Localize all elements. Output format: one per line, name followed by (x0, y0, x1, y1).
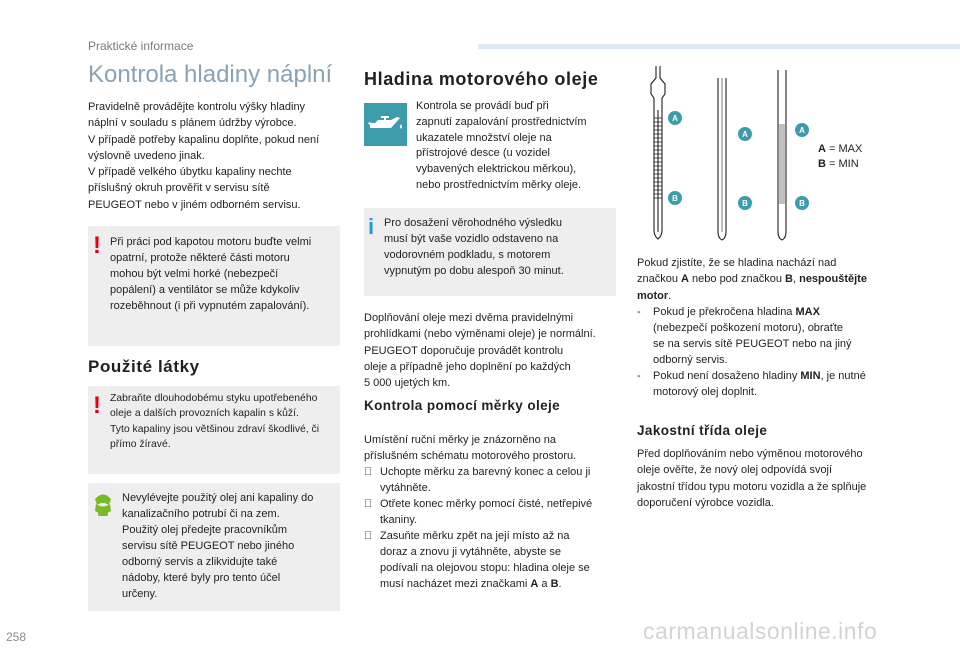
list-item (364, 464, 626, 496)
mark-b: B (550, 578, 559, 590)
text-run: (nebezpečí poškození motoru), obraťte se na servis sítě PEUGEOT nebo na jiný odborný servis. (653, 322, 852, 366)
text-run: nebo pod značkou (688, 273, 786, 286)
intro-paragraph: Pravidelně provádějte kontrolu výšky hladiny náplní v souladu s plánem údržby výrobce. V případě potřeby kapalinu doplňte, pokud není výslovně uvedeno jinak. V případě velkého úbytku kapaliny nechte příslušný okruh prověřit v servisu sítě PEUGEOT nebo v jiném odborném servisu. (88, 101, 320, 211)
list-item (364, 496, 626, 528)
step-text: . (558, 578, 562, 590)
eco-box (88, 483, 340, 611)
marker-b-stick1 (668, 191, 682, 205)
bold-max: MAX (795, 306, 820, 318)
subsection-title-quality: Jakostní třída oleje (637, 423, 768, 438)
legend-b-key: B (818, 158, 826, 170)
marker-a-stick2 (738, 127, 752, 141)
eco-text: Nevylévejte použitý olej ani kapaliny do kanalizačního potrubí či na zem. Použitý olej předejte pracovníkům servisu sítě PEUGEOT nebo jiného odborný servis a zlikvidujte také nádoby, které byly pro tento účel určeny. (122, 492, 314, 600)
step-text: a (538, 578, 551, 590)
diagram-legend (818, 142, 862, 172)
refill-paragraph: Doplňování oleje mezi dvěma pravidelnými prohlídkami (nebo výměnami oleje) je normální. PEUGEOT doporučuje provádět kontrolu oleje a případně jeho doplnění po každých 5 000 ujetých km. (364, 312, 596, 390)
warning-box-skin (88, 386, 340, 474)
marker-a-stick3 (795, 123, 809, 137)
text-run: , (792, 273, 800, 286)
label-a: A (672, 114, 678, 123)
bullet-marker (364, 528, 372, 544)
section-title-oil: Hladina motorového oleje (364, 69, 599, 89)
legend-b-value: = MIN (825, 158, 859, 170)
warning-text: Při práci pod kapotou motoru buďte velmi opatrní, protože některé části motoru mohou být velmi horké (nebezpečí popálení) a ventilátor se může kdykoliv rozeběhnout (i při vypnutém zapalování). (110, 236, 312, 312)
header-bar (478, 44, 960, 49)
label-a: A (742, 130, 748, 139)
label-b: B (799, 199, 805, 208)
quality-paragraph: Před doplňováním nebo výměnou motorového oleje ověřte, že nový olej odpovídá svojí jakostní třídou typu motoru vozidla a že splňuje doporučení výrobce vozidla. (637, 448, 867, 509)
oil-can-icon (364, 103, 407, 146)
list-item (637, 304, 899, 368)
legend-a-value: = MAX (825, 143, 863, 155)
marker-a-stick1 (668, 111, 682, 125)
bold-warning: nespouštějte motor (637, 273, 867, 302)
dash-marker: - (637, 306, 641, 318)
text-run: . (668, 289, 672, 302)
bullet-marker (364, 496, 372, 512)
label-b: B (742, 199, 748, 208)
page-title: Kontrola hladiny náplní (88, 61, 333, 88)
section-title-used: Použité látky (88, 357, 200, 376)
text-run: , je nutné motorový olej doplnit. (653, 370, 866, 398)
info-text: Pro dosažení věrohodného výsledku musí být vaše vozidlo odstaveno na vodorovném podkladu, s motorem vypnutým po dobu alespoň 30 minut. (384, 217, 564, 277)
dipstick-diagram (636, 64, 820, 242)
dipstick-steps (364, 464, 626, 592)
dash-marker: - (637, 370, 641, 382)
bullet-marker (364, 464, 372, 480)
text-run: Pokud je překročena hladina (653, 306, 796, 318)
bold-min: MIN (800, 370, 821, 382)
step-text: Zasuňte měrku zpět na její místo až na doraz a znovu ji vytáhněte, abyste se podívali na olejovou stopu: hladina oleje se musí nacházet mezi značkami (380, 530, 590, 590)
page-number: 258 (6, 630, 27, 644)
subsection-title-dipstick: Kontrola pomocí měrky oleje (364, 398, 561, 413)
list-item (364, 528, 626, 592)
warning-text: Zabraňte dlouhodobému styku upotřebeného oleje a dalších provozních kapalin s kůží. Tyto kapaliny jsou většinou zdraví škodlivé, či přímo žíravé. (110, 393, 320, 450)
step-text: Otřete konec měrky pomocí čisté, netřepivé tkaniny. (380, 498, 593, 526)
warning-box-hot-parts (88, 226, 340, 346)
mark-b: B (785, 273, 793, 286)
label-a: A (799, 126, 805, 135)
info-icon: i (368, 214, 375, 239)
mark-a: A (530, 578, 539, 590)
legend-a-key: A (818, 143, 826, 155)
recycle-hand-icon (92, 490, 114, 518)
warning-icon: ! (93, 392, 101, 419)
level-check-paragraph (637, 255, 899, 304)
warning-icon: ! (93, 232, 101, 259)
text-run: Pokud není dosaženo hladiny (653, 370, 801, 382)
marker-b-stick3 (795, 196, 809, 210)
oil-check-text: Kontrola se provádí buď při zapnutí zapalování prostřednictvím ukazatele množství oleje na přístrojové desce (u vozidel vybavených elektrickou měrkou), nebo prostřednictvím měrky oleje. (416, 100, 587, 191)
list-item (637, 368, 899, 400)
text-run: Pokud zjistíte, že se hladina nachází nad značkou (637, 257, 837, 286)
marker-b-stick2 (738, 196, 752, 210)
watermark: carmanualsonline.info (643, 618, 878, 644)
level-check-list (637, 304, 899, 400)
label-b: B (672, 194, 678, 203)
info-box-level-ground (364, 208, 616, 296)
dipstick-intro: Umístění ruční měrky je znázorněno na příslušném schématu motorového prostoru. (364, 434, 577, 463)
step-text: Uchopte měrku za barevný konec a celou ji vytáhněte. (380, 466, 591, 494)
section-header: Praktické informace (88, 39, 194, 53)
mark-a: A (681, 273, 689, 286)
